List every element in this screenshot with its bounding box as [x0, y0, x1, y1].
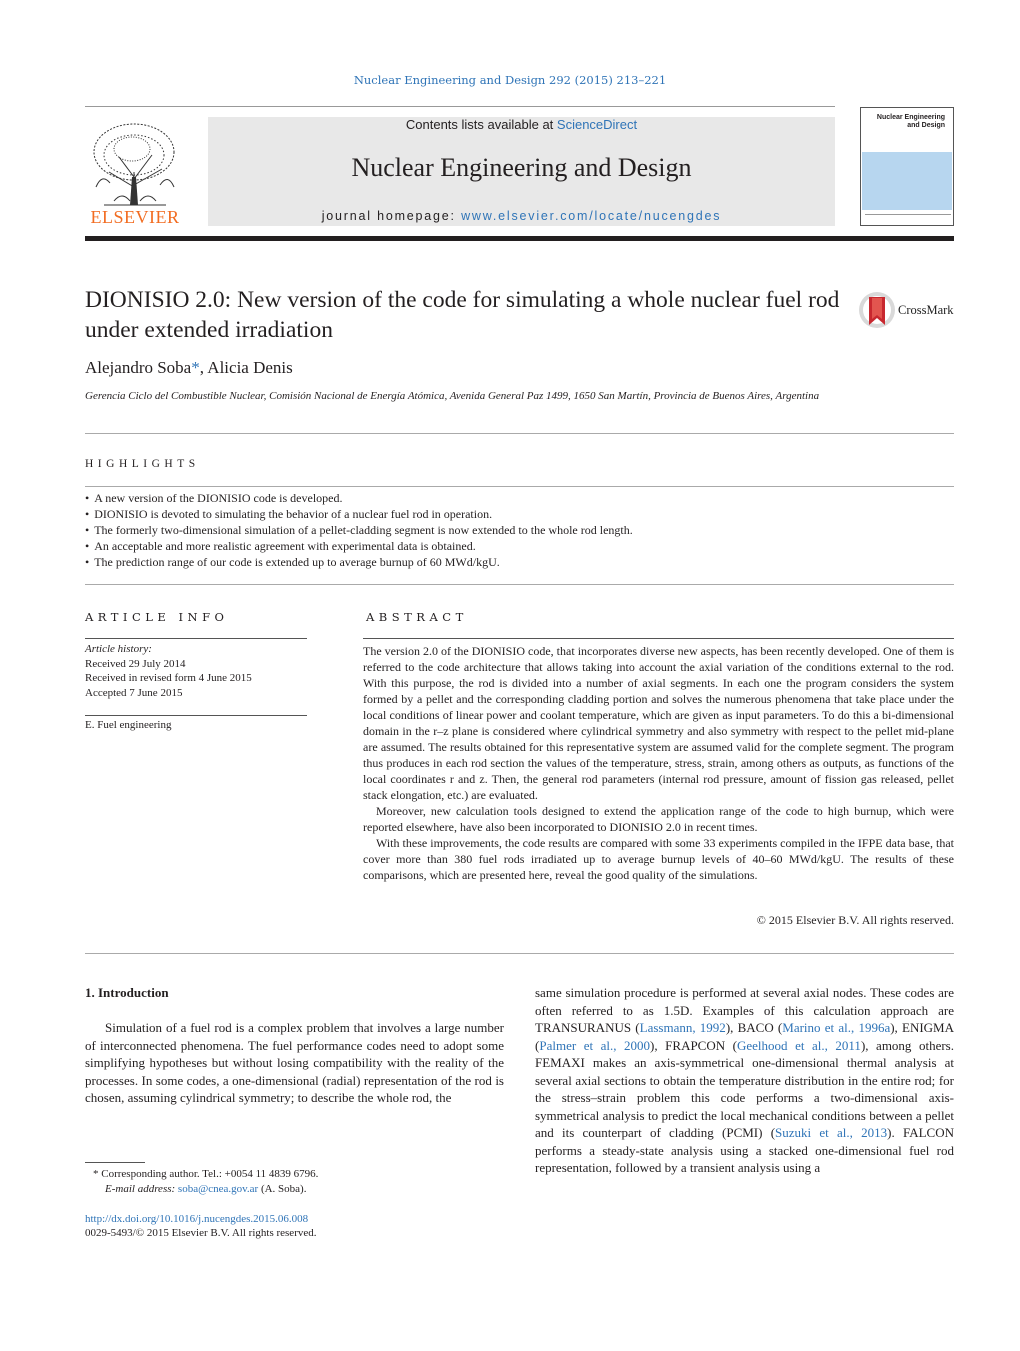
crossmark-label[interactable]: CrossMark [898, 303, 954, 317]
footnote [85, 1167, 504, 1197]
highlights-list [85, 490, 954, 570]
abstract-rule [363, 638, 954, 639]
contents-prefix: Contents lists available at [405, 117, 557, 132]
abstract-paragraph: The version 2.0 of the DIONISIO code, that incorporates diverse new aspects, has been recently developed. One of them is referred to the code architecture that allows taking into account the axial variation of the conditions external to the rod. With this purpose, the rod is divided into a number of axial segments. In each one the program considers the system formed by a pellet and the corresponding cladding portion and solves the numerous phenomena that take place under the local conditions of linear power and coolant temperature, which are given as input parameters. To do this a bi-dimensional domain in the r–z plane is considered where cylindrical symmetry and also symmetry with respect to the pellet mid-plane are assumed. The results obtained for this representative system are assumed valid for the complete segment. The program thus produces in each rod section the values of the temperature, stress, strain, among others as outputs, as functions of the local coordinates r and z. Then, the general rod parameters (internal rod pressure, amount of fission gas released, pellet stack elongation, etc.) are evaluated. [363, 644, 954, 802]
body-text: ), among others. FEMAXI makes an axis-symmetrical one-dimensional thermal analysis at several axial sections to obtain the temperature distribution in the entire rod; for the stress–strain problem this code performs a two-dimensional axis-symmetrical analysis to predict the local mechanical conditions between a pellet and its counterpart of cladding (PCMI) ( [535, 1037, 954, 1140]
highlights-heading: HIGHLIGHTS [85, 458, 200, 470]
homepage-link[interactable]: www.elsevier.com/locate/nucengdes [461, 209, 722, 223]
copyright-notice: © 2015 Elsevier B.V. All rights reserved. [756, 913, 954, 927]
contents-line [208, 117, 835, 132]
footnote-marker: * [93, 1168, 99, 1180]
affiliation: Gerencia Ciclo del Combustible Nuclear, Comisión Nacional de Energía Atómica, Avenida General Paz 1499, 1650 San Martín, Provincia de Buenos Aires, Argentina [85, 390, 820, 402]
doi-block [85, 1212, 504, 1240]
article-info-rule [85, 638, 307, 639]
highlight-item: • A new version of the DIONISIO code is developed. [85, 490, 954, 506]
body-text: ). FALCON performs a steady-state analysis using a stacked one-dimensional fuel rod representation, followed by a transient analysis using a [535, 1125, 954, 1175]
section-heading: 1. Introduction [85, 985, 169, 1000]
reference-link[interactable]: Suzuki et al., 2013 [775, 1125, 888, 1140]
header-divider [85, 106, 835, 107]
cover-title: Nuclear Engineering and Design [876, 114, 945, 129]
author-list [85, 358, 293, 378]
header-thick-rule [85, 236, 954, 241]
email-link[interactable]: soba@cnea.gov.ar [177, 1183, 259, 1195]
section-divider [85, 584, 954, 585]
body-text: same simulation procedure is performed at several axial nodes. These codes are often referred to as 1.5D. Examples of this calculation approach are TRANSURANUS ( [535, 985, 954, 1035]
corresponding-author-marker[interactable]: * [191, 358, 200, 377]
email-suffix: (A. Soba). [258, 1183, 307, 1195]
abstract-paragraph: With these improvements, the code results are compared with some 33 experiments compiled in the IFPE data base, that cover more than 380 fuel rods irradiated up to average burnup levels of 40–60 MWd/kgU. The results of these comparisons, which are presented here, reveal the good quality of the simulations. [363, 836, 954, 882]
elsevier-wordmark: ELSEVIER [90, 207, 180, 227]
history-label: Article history: [85, 643, 152, 655]
section-divider [85, 953, 954, 954]
highlight-item: • An acceptable and more realistic agreement with experimental data is obtained. [85, 538, 954, 554]
homepage-prefix: journal homepage: [321, 209, 462, 223]
accepted-date: Accepted 7 June 2015 [85, 687, 183, 700]
keyword: E. Fuel engineering [85, 719, 172, 731]
section-divider [85, 433, 954, 434]
cover-footer [865, 214, 951, 220]
journal-cover-thumbnail[interactable] [860, 107, 954, 226]
body-text: ), BACO ( [725, 1020, 783, 1035]
highlight-item: • The prediction range of our code is extended up to average burnup of 60 MWd/kgU. [85, 554, 954, 570]
intro-paragraph: Simulation of a fuel rod is a complex problem that involves a large number of interconnected phenomena. The fuel performance codes need to adopt some simplifying hypotheses but without losing compatibility with the reality of the processes. In some codes, a one-dimensional (radial) representation of the rod is chosen, assuming cylindrical symmetry; to describe the whole rod, the [85, 1020, 504, 1105]
highlight-item: • The formerly two-dimensional simulation of a pellet-cladding segment is now extended to the whole rod length. [85, 522, 954, 538]
cover-image [862, 152, 952, 210]
revised-date: Received in revised form 4 June 2015 [85, 672, 252, 685]
email-label: E-mail address: [105, 1183, 178, 1195]
body-text: ), ENIGMA ( [535, 1020, 955, 1053]
article-info-heading: ARTICLE INFO [85, 610, 229, 624]
section-divider [85, 486, 954, 487]
author-name[interactable]: Alejandro Soba [85, 358, 192, 377]
author-separator: , [199, 358, 208, 377]
doi-link[interactable]: http://dx.doi.org/10.1016/j.nucengdes.2015.06.008 [85, 1213, 309, 1225]
footnote-text: Corresponding author. Tel.: +0054 11 4839 6796. [98, 1168, 319, 1180]
sciencedirect-link[interactable]: ScienceDirect [556, 117, 638, 132]
body-text: ), FRAPCON ( [650, 1037, 737, 1053]
reference-link[interactable]: Lassmann, 1992 [639, 1020, 726, 1035]
article-history [85, 642, 307, 701]
article-info-rule [85, 715, 307, 716]
footnote-rule [85, 1162, 145, 1163]
homepage-line [208, 209, 835, 223]
reference-link[interactable]: Geelhood et al., 2011 [737, 1037, 861, 1053]
abstract-heading: ABSTRACT [366, 610, 468, 624]
received-date: Received 29 July 2014 [85, 657, 186, 670]
article-title: DIONISIO 2.0: New version of the code for simulating a whole nuclear fuel rod under extended irradiation [85, 287, 840, 343]
issn-line: 0029-5493/© 2015 Elsevier B.V. All rights reserved. [85, 1227, 317, 1239]
reference-link[interactable]: Palmer et al., 2000 [539, 1037, 651, 1053]
journal-citation-link[interactable]: Nuclear Engineering and Design 292 (2015) 213–221 [353, 73, 667, 87]
abstract-body [363, 643, 954, 883]
intro-paragraph-continued [535, 984, 954, 1177]
author-name[interactable]: Alicia Denis [207, 358, 293, 377]
journal-title: Nuclear Engineering and Design [351, 153, 692, 182]
highlight-item: • DIONISIO is devoted to simulating the behavior of a nuclear fuel rod in operation. [85, 506, 954, 522]
abstract-paragraph: Moreover, new calculation tools designed to extend the application range of the code to high burnup, which were reported elsewhere, have also been incorporated to DIONISIO 2.0 in recent times. [363, 804, 954, 834]
reference-link[interactable]: Marino et al., 1996a [782, 1020, 891, 1035]
